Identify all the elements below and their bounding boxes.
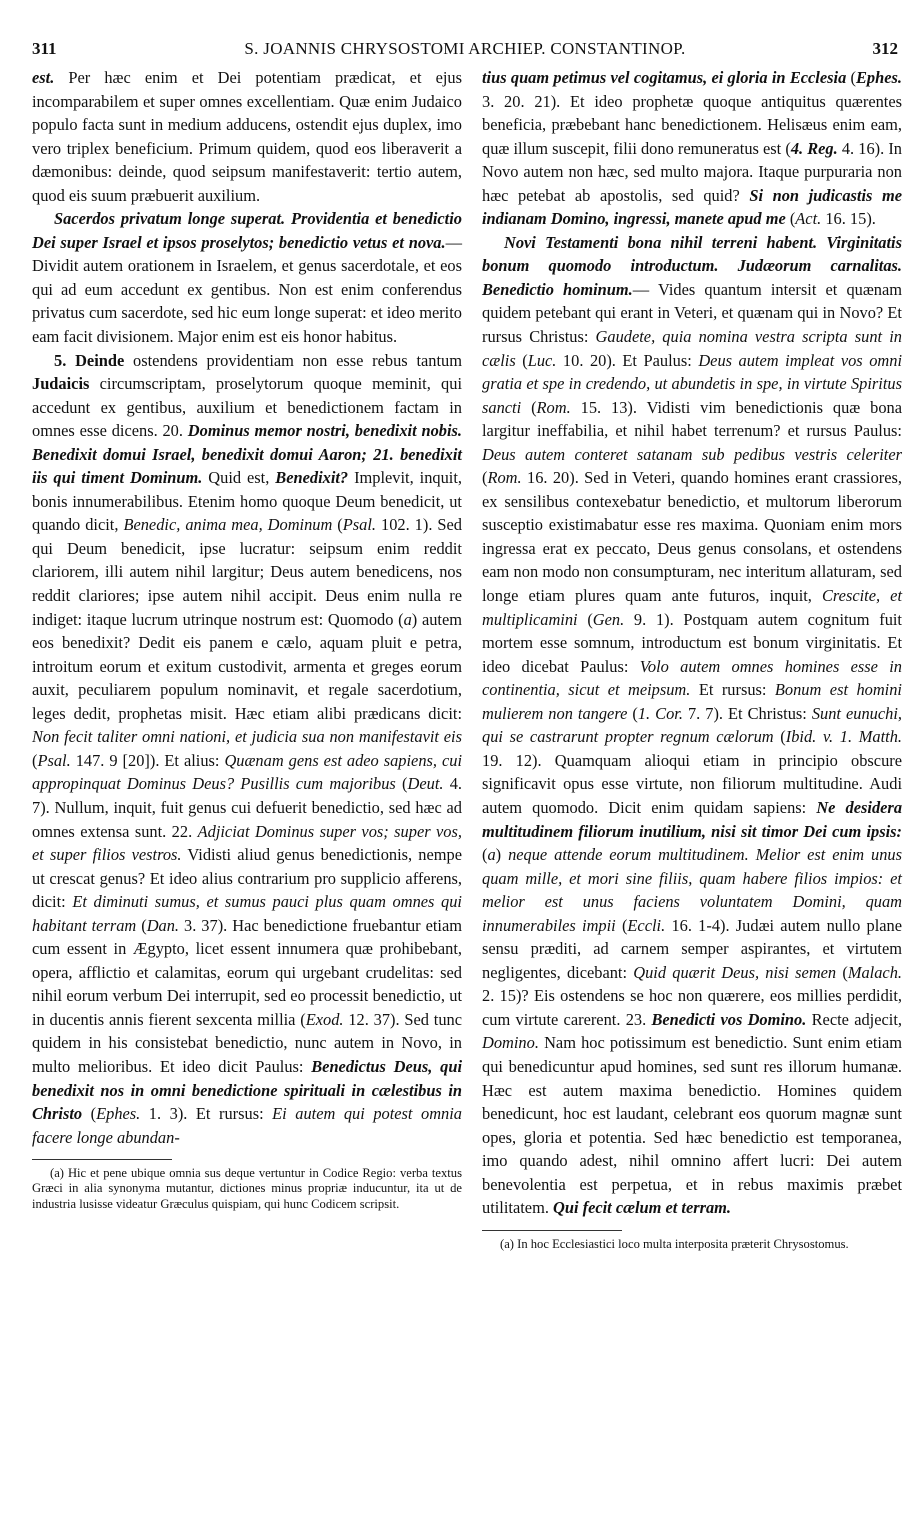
text-run: ( xyxy=(846,68,856,87)
right-paragraph-1 xyxy=(482,66,902,231)
text-run: Sunt eunuchi, qui se castrarunt propter regnum cælorum xyxy=(482,703,902,747)
text-run: ( xyxy=(32,750,38,770)
text-run: ( xyxy=(82,1104,97,1124)
text-run: Dan. xyxy=(146,915,180,935)
text-run: ( xyxy=(395,774,408,794)
text-run: Deus autem impleat vos omni gratia et spe in credendo, ut abundetis in spe, in virtute Spiritus sancti xyxy=(482,350,902,417)
text-run: ( xyxy=(521,397,537,417)
text-run: Act. xyxy=(795,209,822,229)
text-run: Quid est, xyxy=(202,468,276,488)
text-run: 16. 1-4). Judæi autem nullo plane sensu præditi, ad carnem semper aspirantes, et virtutem negligentes, dicebant: xyxy=(482,915,902,982)
text-run: Domino. xyxy=(482,1033,539,1053)
text-run: tius quam petimus vel cogitamus, ei gloria in Ecclesia xyxy=(482,68,847,87)
text-run: Gen. xyxy=(592,609,625,629)
page-header xyxy=(32,36,898,62)
page-number-left: 311 xyxy=(32,39,57,58)
text-run: neque attende eorum multitudinem. Melior est enim unus quam mille, et mori sine filiis, quam habere filios impios: et melior est unus faciens voluntatem Domini, quam innumerabiles impii xyxy=(482,845,903,935)
text-run: 16. 20). Sed in Veteri, quando homines erant crassiores, ex sensilibus contexebatur benedictio, et multorum liberorum susceptio existimabatur esse res maxima. Quoniam enim mors ingressa erat ex peccato, Deus genus consolans, et ostendens eam non modo non consumpturam, nec interitum allaturam, sed longe etiam plures quam ante futuros, inquit, xyxy=(482,468,902,606)
text-run: Ephes. xyxy=(96,1104,141,1124)
text-run: ( xyxy=(577,609,593,629)
text-run: Psal. xyxy=(37,750,71,770)
text-run: Implevit, inquit, bonis innumerabilibus. Etenim homo quoque Deum benedicit, ut quando dicit, xyxy=(32,468,462,535)
text-run: 2. 15)? Eis ostendens se hoc non quærere, eos millies perdidit, cum virtute carerent. 23. xyxy=(482,986,902,1029)
text-run: Rom. xyxy=(487,468,522,488)
text-run: 147. 9 [20]). Et alius: xyxy=(70,750,225,770)
text-run: Quid quærit Deus, nisi semen xyxy=(633,962,837,982)
text-run: Per hæc enim et Dei potentiam prædicat, et ejus incomparabilem et super omnes excellentiam. Quæ enim Judaico populo facta sunt in medium adducens, ostendit ejus duplex, imo vero triplex beneficium. Primum quidem, quod eos liberaverit a dæmonibus: deinde, quod seipsum manifestaverit: tertio autem, quod eis suum præbuerit auxilium. xyxy=(32,68,462,205)
text-run: Ne desidera multitudinem filiorum inutilium, nisi sit timor Dei cum ipsis: xyxy=(482,797,903,841)
text-run: Sacerdos privatum longe superat. Providentia et benedictio Dei super Israel et ipsos proselytos; benedictio vetus et nova. xyxy=(32,209,462,252)
text-run: ( xyxy=(773,727,786,747)
text-run: circumscriptam, proselytorum quoque meminit, qui accedunt ex gentibus, auxilium et benedictionem factam in omnes esse dicens. 20. xyxy=(32,374,462,441)
text-run: Novi Testamenti bona nihil terreni habent. Virginitatis bonum quomodo introductum. Judæorum carnalitas. Benedictio hominum. xyxy=(482,232,902,299)
text-run: ( xyxy=(482,845,488,865)
text-run: Judaicis xyxy=(32,374,90,394)
text-run: ) xyxy=(495,845,509,865)
text-run: 3. 37). Hac benedictione fruebantur etiam cum essent in Ægypto, licet essent innumera quæ prohibebant, opera, afflictio et calamitas, eorum qui urgebant crudelitas: sed nihil eorum verbum Dei interrupit, sed eo processit benedictio, ut in ducentis annis fierent sexcenta millia ( xyxy=(32,915,462,1029)
text-run: ( xyxy=(515,350,528,370)
text-run: 12. 37). Sed tunc quidem in his consistebat benedictio, nunc autem in Novo, in multo melioribus. Et ideo dicit Paulus: xyxy=(32,1009,462,1076)
text-run: Dominus memor nostri, benedixit nobis. Benedixit domui Israel, benedixit domui Aaron; 21. benedixit iis qui timent Dominum. xyxy=(32,421,463,488)
text-run: ) autem eos benedixit? Dedit eis panem e cælo, aquam pluit e petra, introitum eorum et exitum custodivit, armenta et greges eorum auxit, peculiarem populum nominavit, et regale sacerdotium, leges dedit, prophetas misit. Hæc etiam alibi prædicans dicit: xyxy=(32,609,462,723)
page-number-right: 312 xyxy=(872,39,898,58)
text-run: Deus autem conteret satanam sub pedibus vestris celeriter xyxy=(482,444,902,464)
text-run: Psal. xyxy=(342,515,377,535)
footnote-right: (a) In hoc Ecclesiastici loco multa interposita præterit Chrysostomus. xyxy=(500,1236,849,1251)
text-run: ( xyxy=(332,515,343,535)
right-paragraph-2 xyxy=(482,231,902,1220)
text-run: Ei autem qui potest omnia facere longe abundan- xyxy=(32,1104,463,1147)
text-run: ( xyxy=(482,468,488,488)
text-run: Exod. xyxy=(305,1009,344,1029)
left-paragraph-1 xyxy=(32,66,462,207)
text-run: — Dividit autem orationem in Israelem, et genus sacerdotale, et eos qui ad eum accedunt ex gentibus. Non est enim conferendus privatus cum sacerdote, sed hic eum longe superat: et ideo merito eam facit divisionem. Major enim est eis honor habitus. xyxy=(32,232,462,347)
text-run: Gaudete, quia nomina vestra scripta sunt in cælis xyxy=(482,327,902,370)
text-run: Malach. xyxy=(847,962,902,982)
text-run: Qui fecit cælum et terram. xyxy=(553,1198,732,1218)
text-run: 102. 1). Sed qui Deum benedicit, ipse lucratur: seipsum enim reddit clariorem, illi autem nihil largitur; Deus autem benedicens, nos reddit clariores; ipse autem nihil accipit. Deus enim nulla re indiget: itaque lucrum utrinque nostrum est: Quomodo ( xyxy=(32,515,462,629)
text-run: Bonum est homini mulierem non tangere xyxy=(482,680,902,723)
text-run: 19. 12). Quamquam alioqui etiam in principio obscure significavit opus esse virtute, non filiorum multitudine. Audi autem quomodo. Dicit enim quidam sapiens: xyxy=(482,750,902,817)
text-run: 1. Cor. xyxy=(637,703,683,723)
text-run: Et diminuti sumus, et sumus pauci plus quam omnes qui habitant terram xyxy=(32,892,462,935)
text-run: 4. 7). Nullum, inquit, fuit genus cui defuerit benedictio, sed hæc ad omnes extensa sunt. 22. xyxy=(32,774,463,841)
left-column xyxy=(32,66,462,1212)
right-footnotes xyxy=(482,1237,902,1252)
left-paragraph-3 xyxy=(32,349,462,1150)
running-title: S. JOANNIS CHRYSOSTOMI ARCHIEP. CONSTANTINOP. xyxy=(244,39,686,58)
text-run: 16. 15). xyxy=(821,209,876,229)
text-run: 7. 7). Et Christus: xyxy=(682,703,812,723)
footnote-rule xyxy=(32,1159,172,1160)
text-run: Adjiciat Dominus super vos; super vos, et super filios vestros. xyxy=(32,821,462,865)
text-run: Rom. xyxy=(536,397,571,417)
text-run: 15. 13). Vidisti vim benedictionis quæ bona largitur ineffabilia, et nihil habet terrenum? et rursus Paulus: xyxy=(482,397,902,441)
footnote-rule xyxy=(482,1230,622,1231)
text-run: Luc. xyxy=(527,350,557,370)
text-run: Si non judicastis me indianam Domino, ingressi, manete apud me xyxy=(482,185,902,229)
left-paragraph-2 xyxy=(32,207,462,348)
text-run: 3. 20. 21). Et ideo prophetæ quoque antiquitus quærentes beneficia, præbebant hanc benedictionem. Helisæus enim eam, quæ illum suscepit, filii dono remuneratus est ( xyxy=(482,91,902,158)
text-run: Non fecit taliter omni nationi, et judicia sua non manifestavit eis xyxy=(32,727,462,747)
text-run: Ephes. xyxy=(856,68,902,87)
text-run: ( xyxy=(627,703,638,723)
text-run: a xyxy=(487,845,496,865)
text-run: ( xyxy=(136,915,147,935)
text-run: 9. 1). Postquam autem cognitum fuit mortem esse somnum, introductum est bonum virginitatis. Et ideo dicebat Paulus: xyxy=(482,609,902,676)
text-run: ( xyxy=(615,915,628,935)
text-run: Eccli. xyxy=(627,915,666,935)
text-run: Et rursus: xyxy=(690,680,775,700)
text-run: 4. Reg. xyxy=(790,138,838,158)
text-run: 5. Deinde xyxy=(54,350,125,370)
text-run: — Vides quantum intersit et quænam quidem petebant qui erant in Veteri, et quænam qui in Novo? Et rursus Christus: xyxy=(482,279,902,347)
text-run: 4. 16). In Novo autem non hæc, sed multo majora. Itaque purpuraria non hæc petebat ab apostolis, sed quid? xyxy=(482,138,902,205)
text-run: a xyxy=(403,609,412,629)
text-run: Ibid. v. 1. Matth. xyxy=(785,727,902,747)
text-run: est. xyxy=(32,68,55,87)
text-run: 1. 3). Et rursus: xyxy=(140,1104,273,1124)
text-run: ostendens providentiam non esse rebus tantum xyxy=(124,350,462,370)
right-column xyxy=(482,66,902,1252)
text-run: Recte adjecit, xyxy=(806,1009,902,1029)
text-run: ( xyxy=(836,962,848,982)
footnote-left: (a) Hic et pene ubique omnia sus deque vertuntur in Codice Regio: verba textus Græci in alia synonyma mutantur, dictiones minus propriæ inducuntur, ita ut de industria lusisse videatur Græculus quispiam, qui hunc Codicem scripsit. xyxy=(32,1166,462,1211)
text-run: Nam hoc potissimum est benedictio. Sunt enim etiam qui benedicuntur apud homines, sed sunt res illorum humanæ. Hæc est autem maxima benedictio. Homines quidem benedicunt, hoc est laudant, celebrant eos quorum magnæ sunt opes, gloria et potentia. Sed hæc benedictio est temporanea, imo quando adest, nihil omnino affert lucri: Dei autem benevolentia est perpetua, et in rebus maximis præbet utilitatem. xyxy=(482,1033,902,1218)
text-run: Crescite, et multiplicamini xyxy=(482,586,902,629)
text-run: Deut. xyxy=(407,774,444,794)
text-run: Volo autem omnes homines esse in continentia, sicut et meipsum. xyxy=(482,656,902,700)
text-run: ( xyxy=(785,209,796,229)
text-run: Benedictus Deus, qui benedixit nos in omni benedictione spirituali in cælestibus in Christo xyxy=(32,1056,463,1124)
text-run: 10. 20). Et Paulus: xyxy=(556,350,699,370)
text-run: Benedicti vos Domino. xyxy=(651,1009,807,1029)
left-footnotes xyxy=(32,1166,462,1212)
text-run: Quænam gens est adeo sapiens, cui appropinquat Dominus Deus? Pusillis cum majoribus xyxy=(32,750,463,794)
text-run: Benedic, anima mea, Dominum xyxy=(123,515,333,535)
text-run: Vidisti aliud genus benedictionis, nempe ut crescat genus? Et ideo alius contrarium pro supplicio afferens, dicit: xyxy=(32,845,462,912)
text-run: Benedixit? xyxy=(275,468,349,488)
